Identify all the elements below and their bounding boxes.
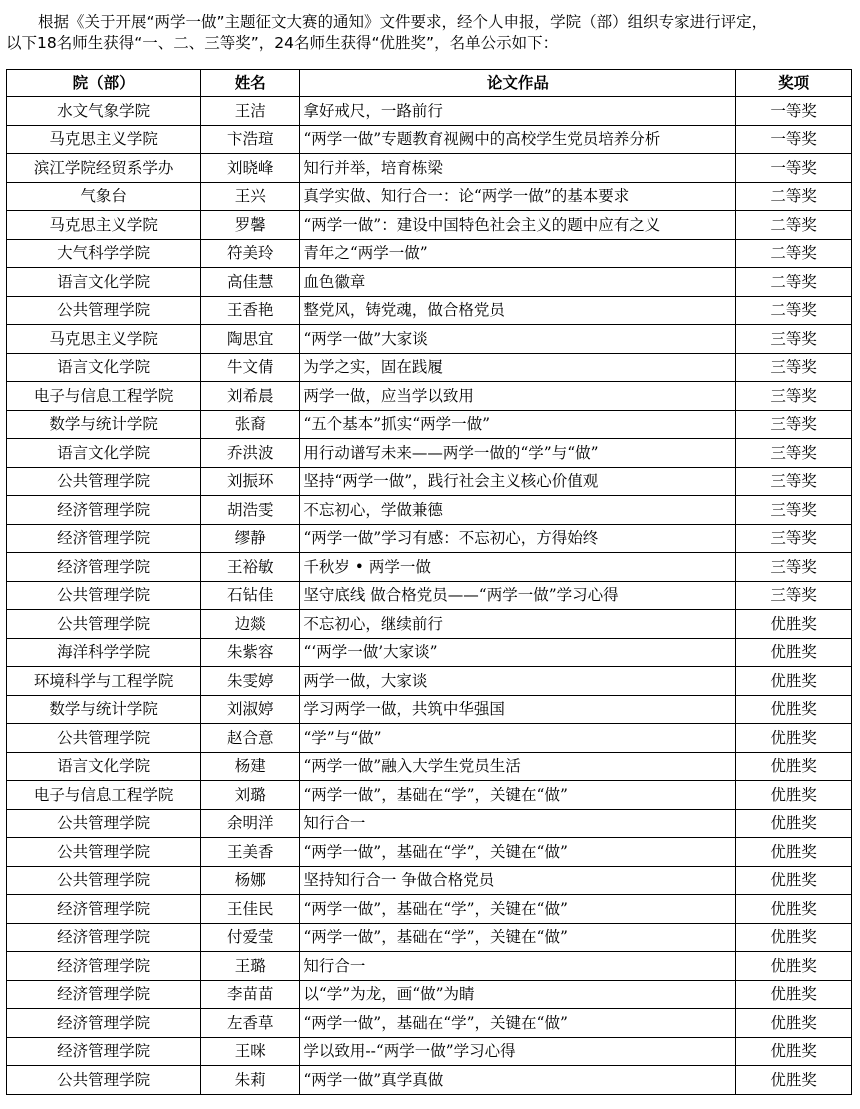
cell-college: 经济管理学院 <box>7 923 201 952</box>
cell-name: 刘希晨 <box>201 382 300 411</box>
cell-award: 三等奖 <box>736 496 852 525</box>
cell-award: 三等奖 <box>736 439 852 468</box>
cell-award: 优胜奖 <box>736 1037 852 1066</box>
cell-award: 优胜奖 <box>736 1066 852 1095</box>
cell-college: 语言文化学院 <box>7 353 201 382</box>
cell-award: 一等奖 <box>736 125 852 154</box>
table-row <box>7 838 852 867</box>
cell-title: 坚守底线 做合格党员——“两学一做”学习心得 <box>300 581 736 610</box>
cell-name: 乔洪波 <box>201 439 300 468</box>
cell-college: 经济管理学院 <box>7 553 201 582</box>
table-row <box>7 610 852 639</box>
cell-title: “两学一做”，基础在“学”，关键在“做” <box>300 781 736 810</box>
table-row <box>7 553 852 582</box>
cell-name: 王洁 <box>201 97 300 126</box>
cell-title: 坚持知行合一 争做合格党员 <box>300 866 736 895</box>
table-row <box>7 1066 852 1095</box>
awards-table <box>6 69 852 1095</box>
table-row <box>7 296 852 325</box>
cell-award: 优胜奖 <box>736 980 852 1009</box>
table-row <box>7 125 852 154</box>
cell-name: 边燚 <box>201 610 300 639</box>
table-row <box>7 980 852 1009</box>
cell-award: 二等奖 <box>736 182 852 211</box>
cell-award: 优胜奖 <box>736 781 852 810</box>
table-row <box>7 439 852 468</box>
table-row <box>7 182 852 211</box>
cell-college: 经济管理学院 <box>7 524 201 553</box>
cell-college: 经济管理学院 <box>7 895 201 924</box>
cell-name: 刘振环 <box>201 467 300 496</box>
cell-college: 公共管理学院 <box>7 866 201 895</box>
cell-name: 左香草 <box>201 1009 300 1038</box>
cell-name: 石钻佳 <box>201 581 300 610</box>
cell-name: 杨娜 <box>201 866 300 895</box>
cell-title: 学习两学一做，共筑中华强国 <box>300 695 736 724</box>
cell-award: 二等奖 <box>736 211 852 240</box>
cell-college: 公共管理学院 <box>7 610 201 639</box>
cell-college: 语言文化学院 <box>7 268 201 297</box>
cell-college: 经济管理学院 <box>7 1037 201 1066</box>
cell-name: 赵合意 <box>201 724 300 753</box>
cell-name: 朱雯婷 <box>201 667 300 696</box>
cell-college: 滨江学院经贸系学办 <box>7 154 201 183</box>
cell-title: “两学一做”，基础在“学”，关键在“做” <box>300 923 736 952</box>
header-name: 姓名 <box>201 70 300 97</box>
table-row <box>7 866 852 895</box>
cell-title: 青年之“两学一做” <box>300 239 736 268</box>
cell-title: “学”与“做” <box>300 724 736 753</box>
cell-name: 高佳慧 <box>201 268 300 297</box>
table-row <box>7 97 852 126</box>
cell-name: 余明洋 <box>201 809 300 838</box>
header-title: 论文作品 <box>300 70 736 97</box>
cell-award: 二等奖 <box>736 296 852 325</box>
cell-college: 公共管理学院 <box>7 467 201 496</box>
cell-name: 牛文倩 <box>201 353 300 382</box>
table-row <box>7 695 852 724</box>
cell-name: 朱紫容 <box>201 638 300 667</box>
cell-name: 杨建 <box>201 752 300 781</box>
header-row <box>7 70 852 97</box>
cell-title: 用行动谱写未来——两学一做的“学”与“做” <box>300 439 736 468</box>
intro-line-1: 根据《关于开展“两学一做”主题征文大赛的通知》文件要求，经个人申报，学院（部）组织专家进行评定， <box>38 13 768 31</box>
table-body <box>7 97 852 1095</box>
cell-name: 张裔 <box>201 410 300 439</box>
cell-award: 优胜奖 <box>736 752 852 781</box>
cell-college: 公共管理学院 <box>7 581 201 610</box>
table-row <box>7 410 852 439</box>
cell-award: 优胜奖 <box>736 667 852 696</box>
table-row <box>7 895 852 924</box>
cell-award: 二等奖 <box>736 268 852 297</box>
cell-college: 气象台 <box>7 182 201 211</box>
cell-title: 真学实做、知行合一：论“两学一做”的基本要求 <box>300 182 736 211</box>
cell-college: 马克思主义学院 <box>7 325 201 354</box>
cell-college: 公共管理学院 <box>7 296 201 325</box>
table-row <box>7 211 852 240</box>
cell-title: “两学一做”真学真做 <box>300 1066 736 1095</box>
cell-title: “两学一做”：建设中国特色社会主义的题中应有之义 <box>300 211 736 240</box>
table-row <box>7 809 852 838</box>
cell-title: 不忘初心，学做兼德 <box>300 496 736 525</box>
cell-name: 缪静 <box>201 524 300 553</box>
cell-college: 公共管理学院 <box>7 838 201 867</box>
cell-title: 知行合一 <box>300 952 736 981</box>
cell-title: “两学一做”专题教育视阙中的高校学生党员培养分析 <box>300 125 736 154</box>
table-row <box>7 923 852 952</box>
cell-title: 不忘初心，继续前行 <box>300 610 736 639</box>
cell-title: 两学一做，应当学以致用 <box>300 382 736 411</box>
cell-college: 电子与信息工程学院 <box>7 382 201 411</box>
cell-title: 千秋岁 • 两学一做 <box>300 553 736 582</box>
cell-college: 海洋科学学院 <box>7 638 201 667</box>
table-row <box>7 952 852 981</box>
cell-title: 两学一做，大家谈 <box>300 667 736 696</box>
cell-name: 王佳民 <box>201 895 300 924</box>
cell-title: 血色徽章 <box>300 268 736 297</box>
cell-name: 王兴 <box>201 182 300 211</box>
cell-title: “两学一做”，基础在“学”，关键在“做” <box>300 895 736 924</box>
intro-line-2: 以下18名师生获得“一、二、三等奖”，24名师生获得“优胜奖”，名单公示如下： <box>6 34 559 52</box>
cell-title: 以“学”为龙，画“做”为睛 <box>300 980 736 1009</box>
table-row <box>7 667 852 696</box>
table-row <box>7 325 852 354</box>
cell-award: 优胜奖 <box>736 724 852 753</box>
cell-college: 环境科学与工程学院 <box>7 667 201 696</box>
cell-title: 坚持“两学一做”，践行社会主义核心价值观 <box>300 467 736 496</box>
cell-award: 三等奖 <box>736 325 852 354</box>
cell-title: 知行合一 <box>300 809 736 838</box>
table-row <box>7 781 852 810</box>
cell-name: 胡浩雯 <box>201 496 300 525</box>
cell-name: 卞浩瑄 <box>201 125 300 154</box>
cell-award: 三等奖 <box>736 382 852 411</box>
table-row <box>7 1037 852 1066</box>
cell-award: 三等奖 <box>736 467 852 496</box>
cell-college: 马克思主义学院 <box>7 125 201 154</box>
cell-title: “‘两学一做’大家谈” <box>300 638 736 667</box>
cell-title: “两学一做”大家谈 <box>300 325 736 354</box>
header-award: 奖项 <box>736 70 852 97</box>
cell-name: 付爱莹 <box>201 923 300 952</box>
table-row <box>7 353 852 382</box>
cell-award: 一等奖 <box>736 97 852 126</box>
cell-award: 优胜奖 <box>736 638 852 667</box>
cell-title: “两学一做”学习有感：不忘初心，方得始终 <box>300 524 736 553</box>
table-row <box>7 1009 852 1038</box>
cell-award: 二等奖 <box>736 239 852 268</box>
cell-award: 三等奖 <box>736 581 852 610</box>
cell-name: 王裕敏 <box>201 553 300 582</box>
table-row <box>7 382 852 411</box>
table-row <box>7 581 852 610</box>
table-row <box>7 154 852 183</box>
cell-name: 王香艳 <box>201 296 300 325</box>
cell-name: 罗馨 <box>201 211 300 240</box>
table-row <box>7 496 852 525</box>
cell-award: 优胜奖 <box>736 866 852 895</box>
cell-name: 刘淑婷 <box>201 695 300 724</box>
cell-college: 水文气象学院 <box>7 97 201 126</box>
header-college: 院（部） <box>7 70 201 97</box>
cell-college: 马克思主义学院 <box>7 211 201 240</box>
table-row <box>7 467 852 496</box>
cell-name: 符美玲 <box>201 239 300 268</box>
table-row <box>7 268 852 297</box>
cell-name: 王璐 <box>201 952 300 981</box>
table-row <box>7 724 852 753</box>
cell-college: 公共管理学院 <box>7 724 201 753</box>
cell-title: “五个基本”抓实“两学一做” <box>300 410 736 439</box>
cell-award: 三等奖 <box>736 353 852 382</box>
table-row <box>7 239 852 268</box>
cell-award: 三等奖 <box>736 524 852 553</box>
cell-award: 优胜奖 <box>736 695 852 724</box>
cell-college: 经济管理学院 <box>7 980 201 1009</box>
cell-title: 为学之实，固在践履 <box>300 353 736 382</box>
cell-name: 刘璐 <box>201 781 300 810</box>
cell-college: 公共管理学院 <box>7 1066 201 1095</box>
cell-award: 三等奖 <box>736 553 852 582</box>
cell-college: 大气科学学院 <box>7 239 201 268</box>
cell-award: 优胜奖 <box>736 923 852 952</box>
cell-title: “两学一做”，基础在“学”，关键在“做” <box>300 838 736 867</box>
cell-name: 陶思宜 <box>201 325 300 354</box>
cell-award: 优胜奖 <box>736 895 852 924</box>
cell-college: 数学与统计学院 <box>7 410 201 439</box>
cell-title: 拿好戒尺，一路前行 <box>300 97 736 126</box>
cell-title: 整党风，铸党魂，做合格党员 <box>300 296 736 325</box>
cell-college: 经济管理学院 <box>7 952 201 981</box>
cell-title: “两学一做”，基础在“学”，关键在“做” <box>300 1009 736 1038</box>
cell-award: 三等奖 <box>736 410 852 439</box>
cell-college: 语言文化学院 <box>7 752 201 781</box>
cell-award: 一等奖 <box>736 154 852 183</box>
cell-name: 王咪 <box>201 1037 300 1066</box>
cell-college: 数学与统计学院 <box>7 695 201 724</box>
cell-name: 王美香 <box>201 838 300 867</box>
table-header <box>7 70 852 97</box>
table-row <box>7 638 852 667</box>
cell-award: 优胜奖 <box>736 1009 852 1038</box>
intro-paragraph <box>6 12 854 54</box>
cell-title: 知行并举，培育栋梁 <box>300 154 736 183</box>
cell-award: 优胜奖 <box>736 952 852 981</box>
cell-title: 学以致用--“两学一做”学习心得 <box>300 1037 736 1066</box>
cell-college: 电子与信息工程学院 <box>7 781 201 810</box>
cell-award: 优胜奖 <box>736 838 852 867</box>
cell-college: 经济管理学院 <box>7 496 201 525</box>
cell-title: “两学一做”融入大学生党员生活 <box>300 752 736 781</box>
cell-college: 公共管理学院 <box>7 809 201 838</box>
cell-award: 优胜奖 <box>736 610 852 639</box>
cell-name: 刘晓峰 <box>201 154 300 183</box>
table-row <box>7 524 852 553</box>
cell-college: 经济管理学院 <box>7 1009 201 1038</box>
cell-name: 朱莉 <box>201 1066 300 1095</box>
table-row <box>7 752 852 781</box>
cell-name: 李苗苗 <box>201 980 300 1009</box>
cell-college: 语言文化学院 <box>7 439 201 468</box>
cell-award: 优胜奖 <box>736 809 852 838</box>
